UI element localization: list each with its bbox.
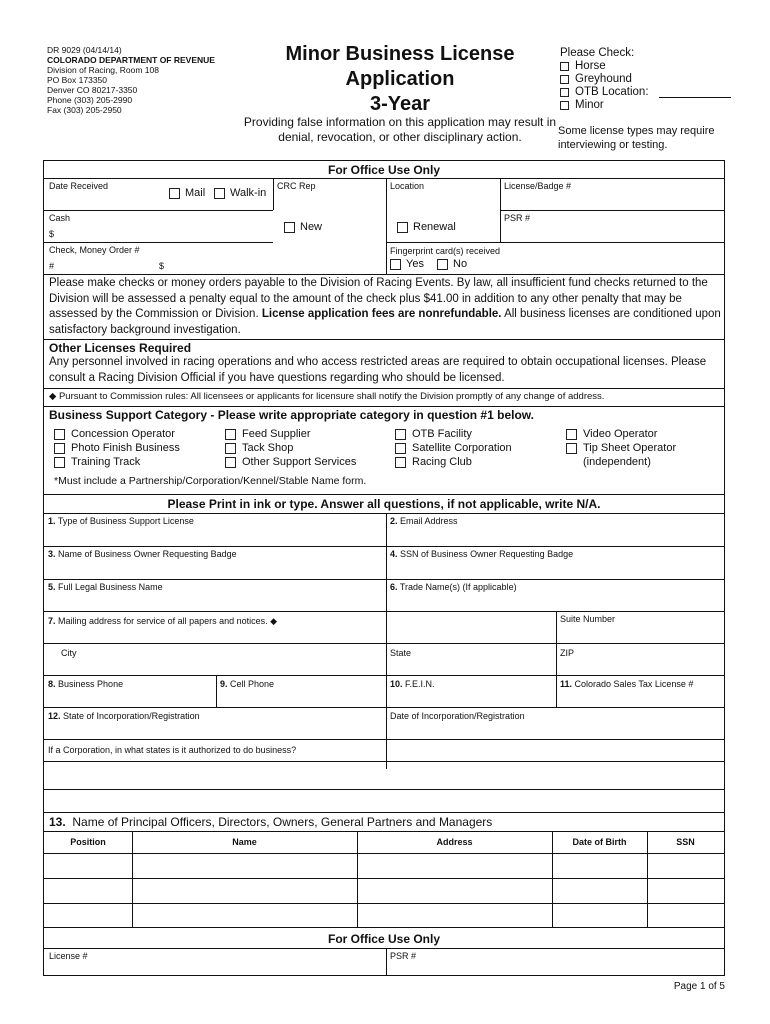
- checkbox-icon[interactable]: [214, 188, 225, 199]
- psr-label: PSR #: [504, 213, 531, 223]
- checkbox-icon[interactable]: [560, 62, 569, 71]
- field-2-label: 2. Email Address: [390, 516, 458, 526]
- field-9-label: 9. Cell Phone: [220, 679, 275, 689]
- cash-dollar: $: [49, 229, 55, 239]
- po-box: PO Box 173350: [47, 75, 108, 85]
- department-name: COLORADO DEPARTMENT OF REVENUE: [47, 55, 215, 65]
- please-check-label: Please Check:: [560, 47, 635, 59]
- fingerprint-no[interactable]: No: [437, 258, 467, 270]
- application-form: [43, 160, 725, 976]
- checkbox-icon[interactable]: [560, 101, 569, 110]
- check-minor[interactable]: Minor: [560, 99, 731, 112]
- category-col-3: [395, 427, 512, 469]
- cat-tip-sheet[interactable]: Tip Sheet Operator: [566, 441, 676, 455]
- col-position: Position: [70, 837, 106, 847]
- check-greyhound[interactable]: Greyhound: [560, 73, 731, 86]
- cat-photo-finish[interactable]: Photo Finish Business: [54, 441, 180, 455]
- checkbox-icon[interactable]: [54, 443, 65, 454]
- renewal-checkbox[interactable]: Renewal: [397, 221, 456, 233]
- category-col-1: [54, 427, 180, 469]
- cat-satellite-corp[interactable]: Satellite Corporation: [395, 441, 512, 455]
- cat-training-track[interactable]: Training Track: [54, 455, 180, 469]
- checkbox-icon[interactable]: [395, 443, 406, 454]
- other-licenses-text: Any personnel involved in racing operations and who access restricted areas are required to obtain occupational licenses. Please consult a Racing Division Official if you have questions regarding who should be licensed.: [49, 356, 707, 384]
- division-line: Division of Racing, Room 108: [47, 65, 159, 75]
- false-info-warning: Providing false information on this application may result in denial, revocation, or other disciplinary action.: [243, 115, 557, 144]
- payment-instructions: Please make checks or money orders payable to the Division of Racing Events. By law, all insufficient fund checks returned to the Division will be assessed a penalty equal to the amount of the check plus $41.00 in addition to any other penalty that may be assessed by the Commission or Division. License application fees are nonrefundable. All business licenses are conditioned upon satisfactory background investigation.: [49, 277, 721, 336]
- col-dob: Date of Birth: [572, 837, 627, 847]
- field-13-label: 13. Name of Principal Officers, Directors, Owners, General Partners and Managers: [49, 815, 493, 829]
- state-label: State: [390, 648, 412, 658]
- corp-states-label: If a Corporation, in what states is it authorized to do business?: [48, 745, 297, 755]
- category-col-2: [225, 427, 356, 469]
- checkbox-icon[interactable]: [390, 259, 401, 270]
- cat-video-operator[interactable]: Video Operator: [566, 427, 676, 441]
- checkbox-icon[interactable]: [395, 429, 406, 440]
- diamond-icon: ◆: [49, 391, 57, 402]
- field-8-label: 8. Business Phone: [48, 679, 124, 689]
- checkbox-icon[interactable]: [566, 443, 577, 454]
- license-number-label: License #: [49, 951, 88, 961]
- otb-location-field[interactable]: [659, 88, 731, 98]
- checkbox-icon[interactable]: [437, 259, 448, 270]
- new-checkbox[interactable]: New: [284, 221, 322, 233]
- category-title: Business Support Category - Please write appropriate category in question #1 below.: [49, 408, 535, 422]
- check-money-order-label: Check, Money Order #: [49, 245, 140, 255]
- check-number-hash: #: [49, 261, 55, 271]
- cash-label: Cash: [49, 213, 71, 223]
- checkbox-icon[interactable]: [54, 429, 65, 440]
- checkbox-icon[interactable]: [560, 75, 569, 84]
- date-received-label: Date Received: [49, 181, 109, 191]
- city-label: City: [61, 648, 77, 658]
- field-6-label: 6. Trade Name(s) (If applicable): [390, 582, 517, 592]
- checkbox-icon[interactable]: [225, 457, 236, 468]
- field-5-label: 5. Full Legal Business Name: [48, 582, 163, 592]
- col-name: Name: [232, 837, 257, 847]
- cat-other-support[interactable]: Other Support Services: [225, 455, 356, 469]
- checkbox-icon[interactable]: [560, 88, 569, 97]
- fingerprint-yes[interactable]: Yes: [390, 258, 424, 270]
- check-amount-dollar: $: [159, 261, 165, 271]
- license-badge-label: License/Badge #: [504, 181, 572, 191]
- category-footnote: *Must include a Partnership/Corporation/Kennel/Stable Name form.: [54, 475, 367, 487]
- city-state-zip: Denver CO 80217-3350: [47, 85, 138, 95]
- suite-label: Suite Number: [560, 614, 616, 624]
- walkin-checkbox[interactable]: Walk-in: [214, 187, 266, 199]
- fax: Fax (303) 205-2950: [47, 105, 122, 115]
- cat-independent-note: (independent): [583, 456, 651, 468]
- license-type-checklist: [560, 47, 731, 112]
- testing-note: Some license types may require interviewing or testing.: [558, 125, 715, 151]
- commission-rules: ◆ Pursuant to Commission rules: All licensees or applicants for licensure shall notify the Division promptly of any change of address.: [49, 391, 605, 402]
- location-label: Location: [390, 181, 425, 191]
- checkbox-icon[interactable]: [225, 443, 236, 454]
- agency-address-block: [47, 45, 215, 115]
- category-col-4: [566, 427, 676, 469]
- diamond-icon: ◆: [270, 616, 278, 626]
- checkbox-icon[interactable]: [397, 222, 408, 233]
- col-ssn: SSN: [676, 837, 695, 847]
- print-instructions-title: Please Print in ink or type. Answer all questions, if not applicable, write N/A.: [167, 497, 601, 511]
- checkbox-icon[interactable]: [395, 457, 406, 468]
- check-otb-location[interactable]: OTB Location:: [560, 86, 731, 99]
- crc-rep-label: CRC Rep: [277, 181, 316, 191]
- psr-bottom-label: PSR #: [390, 951, 417, 961]
- checkbox-icon[interactable]: [54, 457, 65, 468]
- page-number: Page 1 of 5: [673, 981, 725, 992]
- field-3-label: 3. Name of Business Owner Requesting Badge: [48, 549, 237, 559]
- other-licenses-title: Other Licenses Required: [49, 341, 192, 355]
- cat-otb-facility[interactable]: OTB Facility: [395, 427, 512, 441]
- form-number: DR 9029 (04/14/14): [47, 45, 122, 55]
- cat-concession[interactable]: Concession Operator: [54, 427, 180, 441]
- cat-feed-supplier[interactable]: Feed Supplier: [225, 427, 356, 441]
- office-use-title: For Office Use Only: [327, 163, 441, 177]
- col-address: Address: [436, 837, 473, 847]
- zip-label: ZIP: [560, 648, 575, 658]
- form-title: Minor Business License Application 3-Year: [285, 43, 515, 115]
- checkbox-icon[interactable]: [225, 429, 236, 440]
- office-use-bottom-title: For Office Use Only: [327, 932, 441, 946]
- checkbox-icon[interactable]: [169, 188, 180, 199]
- field-11-label: 11. Colorado Sales Tax License #: [560, 679, 694, 689]
- field-1-label: 1. Type of Business Support License: [48, 516, 194, 526]
- field-10-label: 10. F.E.I.N.: [390, 679, 435, 689]
- field-7-label: 7. Mailing address for service of all papers and notices. ◆: [48, 616, 278, 626]
- checkbox-icon[interactable]: [566, 429, 577, 440]
- cat-tack-shop[interactable]: Tack Shop: [225, 441, 356, 455]
- cat-racing-club[interactable]: Racing Club: [395, 455, 512, 469]
- date-incorporation-label: Date of Incorporation/Registration: [390, 711, 525, 721]
- check-horse[interactable]: Horse: [560, 60, 731, 73]
- mail-checkbox[interactable]: Mail: [169, 187, 205, 199]
- field-12-label: 12. State of Incorporation/Registration: [48, 711, 200, 721]
- field-4-label: 4. SSN of Business Owner Requesting Badge: [390, 549, 574, 559]
- checkbox-icon[interactable]: [284, 222, 295, 233]
- phone: Phone (303) 205-2990: [47, 95, 133, 105]
- fingerprint-label: Fingerprint card(s) received: [390, 246, 501, 256]
